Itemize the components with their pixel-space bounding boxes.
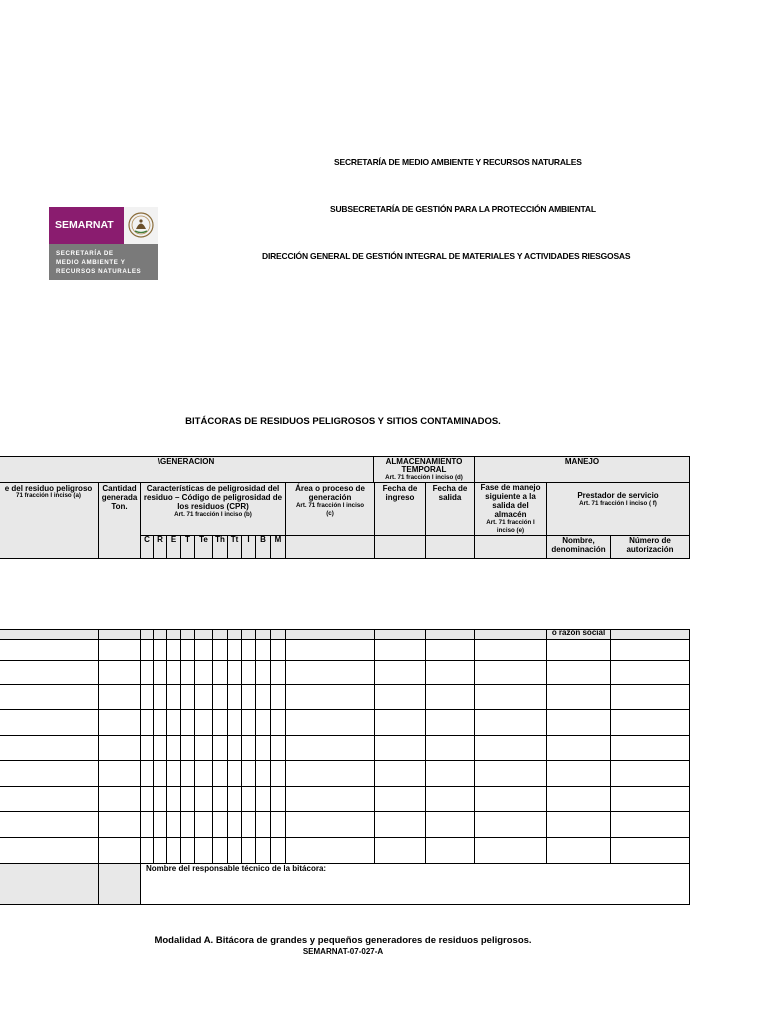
caracteristicas-ref: Art. 71 fracción I inciso (b) xyxy=(174,511,252,518)
table-cell[interactable] xyxy=(285,811,375,838)
fecha-ingreso-header xyxy=(374,482,426,536)
residuo-ref: 71 fracción I inciso (a) xyxy=(16,492,81,499)
table-cell xyxy=(98,863,141,905)
nombre-label: Nombre, xyxy=(562,536,595,545)
area-label: generación xyxy=(308,493,352,502)
area-ref: (c) xyxy=(326,510,334,517)
table-cell[interactable] xyxy=(166,639,181,661)
table-cell[interactable] xyxy=(241,735,256,761)
table-cell[interactable] xyxy=(180,837,195,864)
table-cell[interactable] xyxy=(270,811,286,838)
table-cell[interactable] xyxy=(0,811,99,838)
table-cell[interactable] xyxy=(285,709,375,736)
table-cell[interactable] xyxy=(610,837,690,864)
table-cell[interactable] xyxy=(270,760,286,787)
area-label: Área o proceso de xyxy=(295,484,365,493)
table-cell[interactable] xyxy=(546,639,611,661)
logo-subtitle-line: SECRETARÍA DE xyxy=(56,250,114,257)
table-cell[interactable] xyxy=(212,786,228,812)
table-cell[interactable] xyxy=(474,837,547,864)
table-cell[interactable] xyxy=(285,660,375,685)
table-cell[interactable] xyxy=(0,837,99,864)
cpr-code: I xyxy=(247,535,250,544)
table-cell[interactable] xyxy=(255,837,271,864)
almacenamiento-label: ALMACENAMIENTO xyxy=(385,457,463,466)
table-cell[interactable] xyxy=(610,684,690,710)
residuo-label: e del residuo peligroso xyxy=(4,484,93,493)
table-cell[interactable] xyxy=(270,786,286,812)
table-cell[interactable] xyxy=(255,709,271,736)
table-cell[interactable] xyxy=(212,660,228,685)
table-cell[interactable] xyxy=(166,811,181,838)
table-cell[interactable] xyxy=(194,709,213,736)
table-cell[interactable] xyxy=(140,811,154,838)
header-direccion: DIRECCIÓN GENERAL DE GESTIÓN INTEGRAL DE MATERIALES Y ACTIVIDADES RIESGOSAS xyxy=(262,251,631,261)
table-cell[interactable] xyxy=(374,709,426,736)
table-cell[interactable] xyxy=(153,786,167,812)
table-cell[interactable] xyxy=(285,639,375,661)
nombre-label: denominación xyxy=(551,545,606,554)
logo-brand: SEMARNAT xyxy=(49,207,124,244)
table-cell[interactable] xyxy=(241,786,256,812)
table-cell[interactable] xyxy=(140,639,154,661)
table-cell[interactable] xyxy=(98,709,141,736)
table-cell[interactable] xyxy=(98,837,141,864)
cantidad-label: generada xyxy=(101,493,138,502)
table-cell[interactable] xyxy=(98,639,141,661)
table-cell[interactable] xyxy=(166,660,181,685)
table-cell[interactable] xyxy=(166,786,181,812)
table-cell[interactable] xyxy=(255,684,271,710)
table-cell[interactable] xyxy=(153,760,167,787)
table-cell[interactable] xyxy=(227,760,242,787)
table-cell[interactable] xyxy=(425,684,475,710)
table-cell[interactable] xyxy=(546,709,611,736)
cpr-code-cell xyxy=(153,535,167,559)
table-cell[interactable] xyxy=(425,760,475,787)
table-cell[interactable] xyxy=(474,660,547,685)
mexico-seal-icon xyxy=(124,207,158,244)
table-cell[interactable] xyxy=(194,760,213,787)
fecha-salida-label: Fecha de xyxy=(432,484,468,493)
manejo-header xyxy=(474,456,690,483)
semarnat-logo xyxy=(49,207,158,280)
caracteristicas-label: los residuos (CPR) xyxy=(177,502,249,511)
prestador-label: Prestador de servicio xyxy=(577,491,659,500)
table-cell[interactable] xyxy=(140,837,154,864)
table-cell[interactable] xyxy=(425,837,475,864)
table-cell[interactable] xyxy=(153,811,167,838)
fase-ref: Art. 71 fracción I xyxy=(486,519,535,526)
generacion-header xyxy=(0,456,374,483)
table-cell[interactable] xyxy=(610,760,690,787)
table-cell[interactable] xyxy=(98,660,141,685)
prestador-ref: Art. 71 fracción I inciso ( f) xyxy=(579,500,657,507)
responsable-field[interactable] xyxy=(140,863,690,905)
numero-header xyxy=(610,535,690,559)
table-cell[interactable] xyxy=(140,786,154,812)
table-cell[interactable] xyxy=(474,735,547,761)
table-cell[interactable] xyxy=(0,684,99,710)
table-cell[interactable] xyxy=(474,709,547,736)
table-cell[interactable] xyxy=(180,639,195,661)
table-cell[interactable] xyxy=(180,786,195,812)
table-cell[interactable] xyxy=(374,639,426,661)
table-cell[interactable] xyxy=(255,811,271,838)
cpr-code: R xyxy=(157,535,163,544)
cpr-code: Tt xyxy=(230,535,239,544)
caracteristicas-label: Características de peligrosidad del xyxy=(146,484,280,493)
document-title: BITÁCORAS DE RESIDUOS PELIGROSOS Y SITIOS CONTAMINADOS. xyxy=(185,416,501,427)
table-cell[interactable] xyxy=(610,639,690,661)
fecha-salida-subcell xyxy=(425,535,475,559)
table-cell[interactable] xyxy=(270,709,286,736)
table-cell[interactable] xyxy=(285,760,375,787)
table-cell[interactable] xyxy=(153,709,167,736)
table-cell[interactable] xyxy=(425,786,475,812)
table-cell xyxy=(0,863,99,905)
table-cell[interactable] xyxy=(98,760,141,787)
table-cell[interactable] xyxy=(374,735,426,761)
logo-subtitle-line: RECURSOS NATURALES xyxy=(56,268,142,275)
table-cell[interactable] xyxy=(153,837,167,864)
table-cell[interactable] xyxy=(610,709,690,736)
table-cell[interactable] xyxy=(0,735,99,761)
razon-social-label: o razón social xyxy=(551,629,606,637)
fecha-ingreso-label: Fecha de xyxy=(382,484,418,493)
header-secretaria: SECRETARÍA DE MEDIO AMBIENTE Y RECURSOS NATURALES xyxy=(334,157,582,167)
table-cell[interactable] xyxy=(227,811,242,838)
table-cell[interactable] xyxy=(212,684,228,710)
table-cell[interactable] xyxy=(425,811,475,838)
fecha-salida-header xyxy=(425,482,475,536)
table-cell[interactable] xyxy=(241,760,256,787)
table-cell[interactable] xyxy=(180,709,195,736)
table-cell[interactable] xyxy=(194,786,213,812)
table-cell[interactable] xyxy=(546,837,611,864)
table-cell[interactable] xyxy=(98,735,141,761)
footer-code: SEMARNAT-07-027-A xyxy=(302,947,384,956)
table-cell[interactable] xyxy=(241,837,256,864)
table-cell[interactable] xyxy=(166,837,181,864)
table-cell[interactable] xyxy=(474,786,547,812)
table-cell[interactable] xyxy=(98,811,141,838)
cantidad-label: Ton. xyxy=(111,502,128,511)
almacenamiento-label: TEMPORAL xyxy=(401,465,447,474)
cpr-code: Te xyxy=(199,535,208,544)
table-cell[interactable] xyxy=(194,837,213,864)
table-cell[interactable] xyxy=(227,735,242,761)
logo-subtitle-line: MEDIO AMBIENTE Y xyxy=(56,259,126,266)
table-cell[interactable] xyxy=(255,639,271,661)
table-cell[interactable] xyxy=(0,639,99,661)
responsable-label: Nombre del responsable técnico de la bitácora: xyxy=(146,864,327,873)
table-cell[interactable] xyxy=(425,639,475,661)
manejo-label: MANEJO xyxy=(564,457,600,466)
header-subsecretaria: SUBSECRETARÍA DE GESTIÓN PARA LA PROTECCIÓN AMBIENTAL xyxy=(330,204,596,214)
table-cell[interactable] xyxy=(425,709,475,736)
table-cell[interactable] xyxy=(194,811,213,838)
table-cell[interactable] xyxy=(212,811,228,838)
table-cell[interactable] xyxy=(425,735,475,761)
fase-label: Fase de manejo xyxy=(480,483,541,492)
table-cell[interactable] xyxy=(546,760,611,787)
table-cell[interactable] xyxy=(374,837,426,864)
table-cell[interactable] xyxy=(194,639,213,661)
table-cell[interactable] xyxy=(180,660,195,685)
cpr-code: T xyxy=(185,535,190,544)
table-cell[interactable] xyxy=(374,660,426,685)
cpr-code-cell xyxy=(212,535,228,559)
table-cell[interactable] xyxy=(610,735,690,761)
generacion-label: \GENERACION xyxy=(157,457,215,466)
table-cell[interactable] xyxy=(610,811,690,838)
logo-subtitle xyxy=(49,244,158,280)
table-cell[interactable] xyxy=(270,837,286,864)
table-cell[interactable] xyxy=(285,735,375,761)
fecha-salida-label: salida xyxy=(438,493,462,502)
table-cell[interactable] xyxy=(194,684,213,710)
table-cell[interactable] xyxy=(227,639,242,661)
numero-label: autorización xyxy=(626,545,674,554)
table-cell[interactable] xyxy=(212,709,228,736)
table-cell[interactable] xyxy=(227,837,242,864)
table-cell[interactable] xyxy=(194,735,213,761)
table-cell[interactable] xyxy=(212,837,228,864)
area-header xyxy=(285,482,375,536)
table-cell[interactable] xyxy=(255,660,271,685)
table-cell[interactable] xyxy=(474,639,547,661)
cpr-code-cell xyxy=(255,535,271,559)
table-cell[interactable] xyxy=(241,684,256,710)
table-cell[interactable] xyxy=(285,684,375,710)
cpr-code: B xyxy=(260,535,266,544)
table-cell[interactable] xyxy=(166,760,181,787)
fase-subcell xyxy=(474,535,547,559)
cpr-code: Th xyxy=(215,535,225,544)
table-cell[interactable] xyxy=(153,660,167,685)
table-cell[interactable] xyxy=(474,811,547,838)
table-cell[interactable] xyxy=(546,811,611,838)
table-cell[interactable] xyxy=(0,660,99,685)
table-cell[interactable] xyxy=(241,639,256,661)
cpr-code: C xyxy=(144,535,150,544)
table-cell[interactable] xyxy=(153,735,167,761)
table-cell[interactable] xyxy=(546,735,611,761)
table-cell[interactable] xyxy=(270,660,286,685)
table-cell[interactable] xyxy=(255,735,271,761)
cpr-code-cell xyxy=(180,535,195,559)
almacenamiento-header xyxy=(373,456,475,483)
table-cell[interactable] xyxy=(0,709,99,736)
table-cell[interactable] xyxy=(180,735,195,761)
table-cell[interactable] xyxy=(610,786,690,812)
caracteristicas-label: residuo – Código de peligrosidad de xyxy=(143,493,283,502)
area-subcell xyxy=(285,535,375,559)
table-cell[interactable] xyxy=(227,709,242,736)
numero-label: Número de xyxy=(629,536,671,545)
table-cell[interactable] xyxy=(546,684,611,710)
footer-modalidad: Modalidad A. Bitácora de grandes y pequeños generadores de residuos peligrosos. xyxy=(154,935,532,946)
table-cell[interactable] xyxy=(212,735,228,761)
cpr-code-cell xyxy=(194,535,213,559)
area-ref: Art. 71 fracción I inciso xyxy=(295,502,365,509)
table-cell[interactable] xyxy=(212,760,228,787)
cpr-code-cell xyxy=(270,535,286,559)
cpr-code-cell xyxy=(166,535,181,559)
nombre-header xyxy=(546,535,611,559)
cpr-code: E xyxy=(170,535,177,544)
table-cell[interactable] xyxy=(255,786,271,812)
table-cell[interactable] xyxy=(153,639,167,661)
fase-label: siguiente a la xyxy=(485,492,536,501)
table-cell[interactable] xyxy=(241,709,256,736)
table-cell[interactable] xyxy=(285,786,375,812)
table-cell[interactable] xyxy=(255,760,271,787)
cpr-code-cell xyxy=(140,535,154,559)
prestador-header xyxy=(546,482,690,536)
table-cell[interactable] xyxy=(227,786,242,812)
table-cell[interactable] xyxy=(546,660,611,685)
table-cell[interactable] xyxy=(140,760,154,787)
fecha-ingreso-label: ingreso xyxy=(385,493,415,502)
table-cell[interactable] xyxy=(241,811,256,838)
table-cell[interactable] xyxy=(425,660,475,685)
table-cell[interactable] xyxy=(98,684,141,710)
table-cell[interactable] xyxy=(285,837,375,864)
table-cell[interactable] xyxy=(180,811,195,838)
fase-label: almacén xyxy=(494,510,527,519)
fase-header xyxy=(474,482,547,536)
table-cell[interactable] xyxy=(270,684,286,710)
table-cell[interactable] xyxy=(166,684,181,710)
cantidad-label: Cantidad xyxy=(102,484,137,493)
table-cell[interactable] xyxy=(140,684,154,710)
table-cell[interactable] xyxy=(374,811,426,838)
cpr-code: M xyxy=(274,535,282,544)
table-cell[interactable] xyxy=(0,786,99,812)
cpr-code-cell xyxy=(241,535,256,559)
table-cell[interactable] xyxy=(374,684,426,710)
table-cell[interactable] xyxy=(241,660,256,685)
table-cell[interactable] xyxy=(140,660,154,685)
table-cell[interactable] xyxy=(166,709,181,736)
table-cell[interactable] xyxy=(140,709,154,736)
table-cell[interactable] xyxy=(610,660,690,685)
table-cell[interactable] xyxy=(212,639,228,661)
table-cell[interactable] xyxy=(546,786,611,812)
table-cell[interactable] xyxy=(474,760,547,787)
table-cell[interactable] xyxy=(180,684,195,710)
table-cell[interactable] xyxy=(474,684,547,710)
table-cell[interactable] xyxy=(270,735,286,761)
table-cell[interactable] xyxy=(227,684,242,710)
table-cell[interactable] xyxy=(153,684,167,710)
residuo-header xyxy=(0,482,99,559)
table-cell[interactable] xyxy=(0,760,99,787)
cpr-code-cell xyxy=(227,535,242,559)
cantidad-header xyxy=(98,482,141,559)
caracteristicas-header xyxy=(140,482,286,536)
table-cell[interactable] xyxy=(227,660,242,685)
table-cell[interactable] xyxy=(180,760,195,787)
table-cell[interactable] xyxy=(166,735,181,761)
fase-label: salida del xyxy=(492,501,529,510)
table-cell[interactable] xyxy=(374,786,426,812)
table-cell[interactable] xyxy=(270,639,286,661)
fecha-ingreso-subcell xyxy=(374,535,426,559)
table-cell[interactable] xyxy=(374,760,426,787)
almacenamiento-ref: Art. 71 fracción I inciso (d) xyxy=(385,474,463,481)
table-cell[interactable] xyxy=(194,660,213,685)
fase-ref: inciso (e) xyxy=(496,527,525,534)
table-cell[interactable] xyxy=(98,786,141,812)
table-cell[interactable] xyxy=(140,735,154,761)
